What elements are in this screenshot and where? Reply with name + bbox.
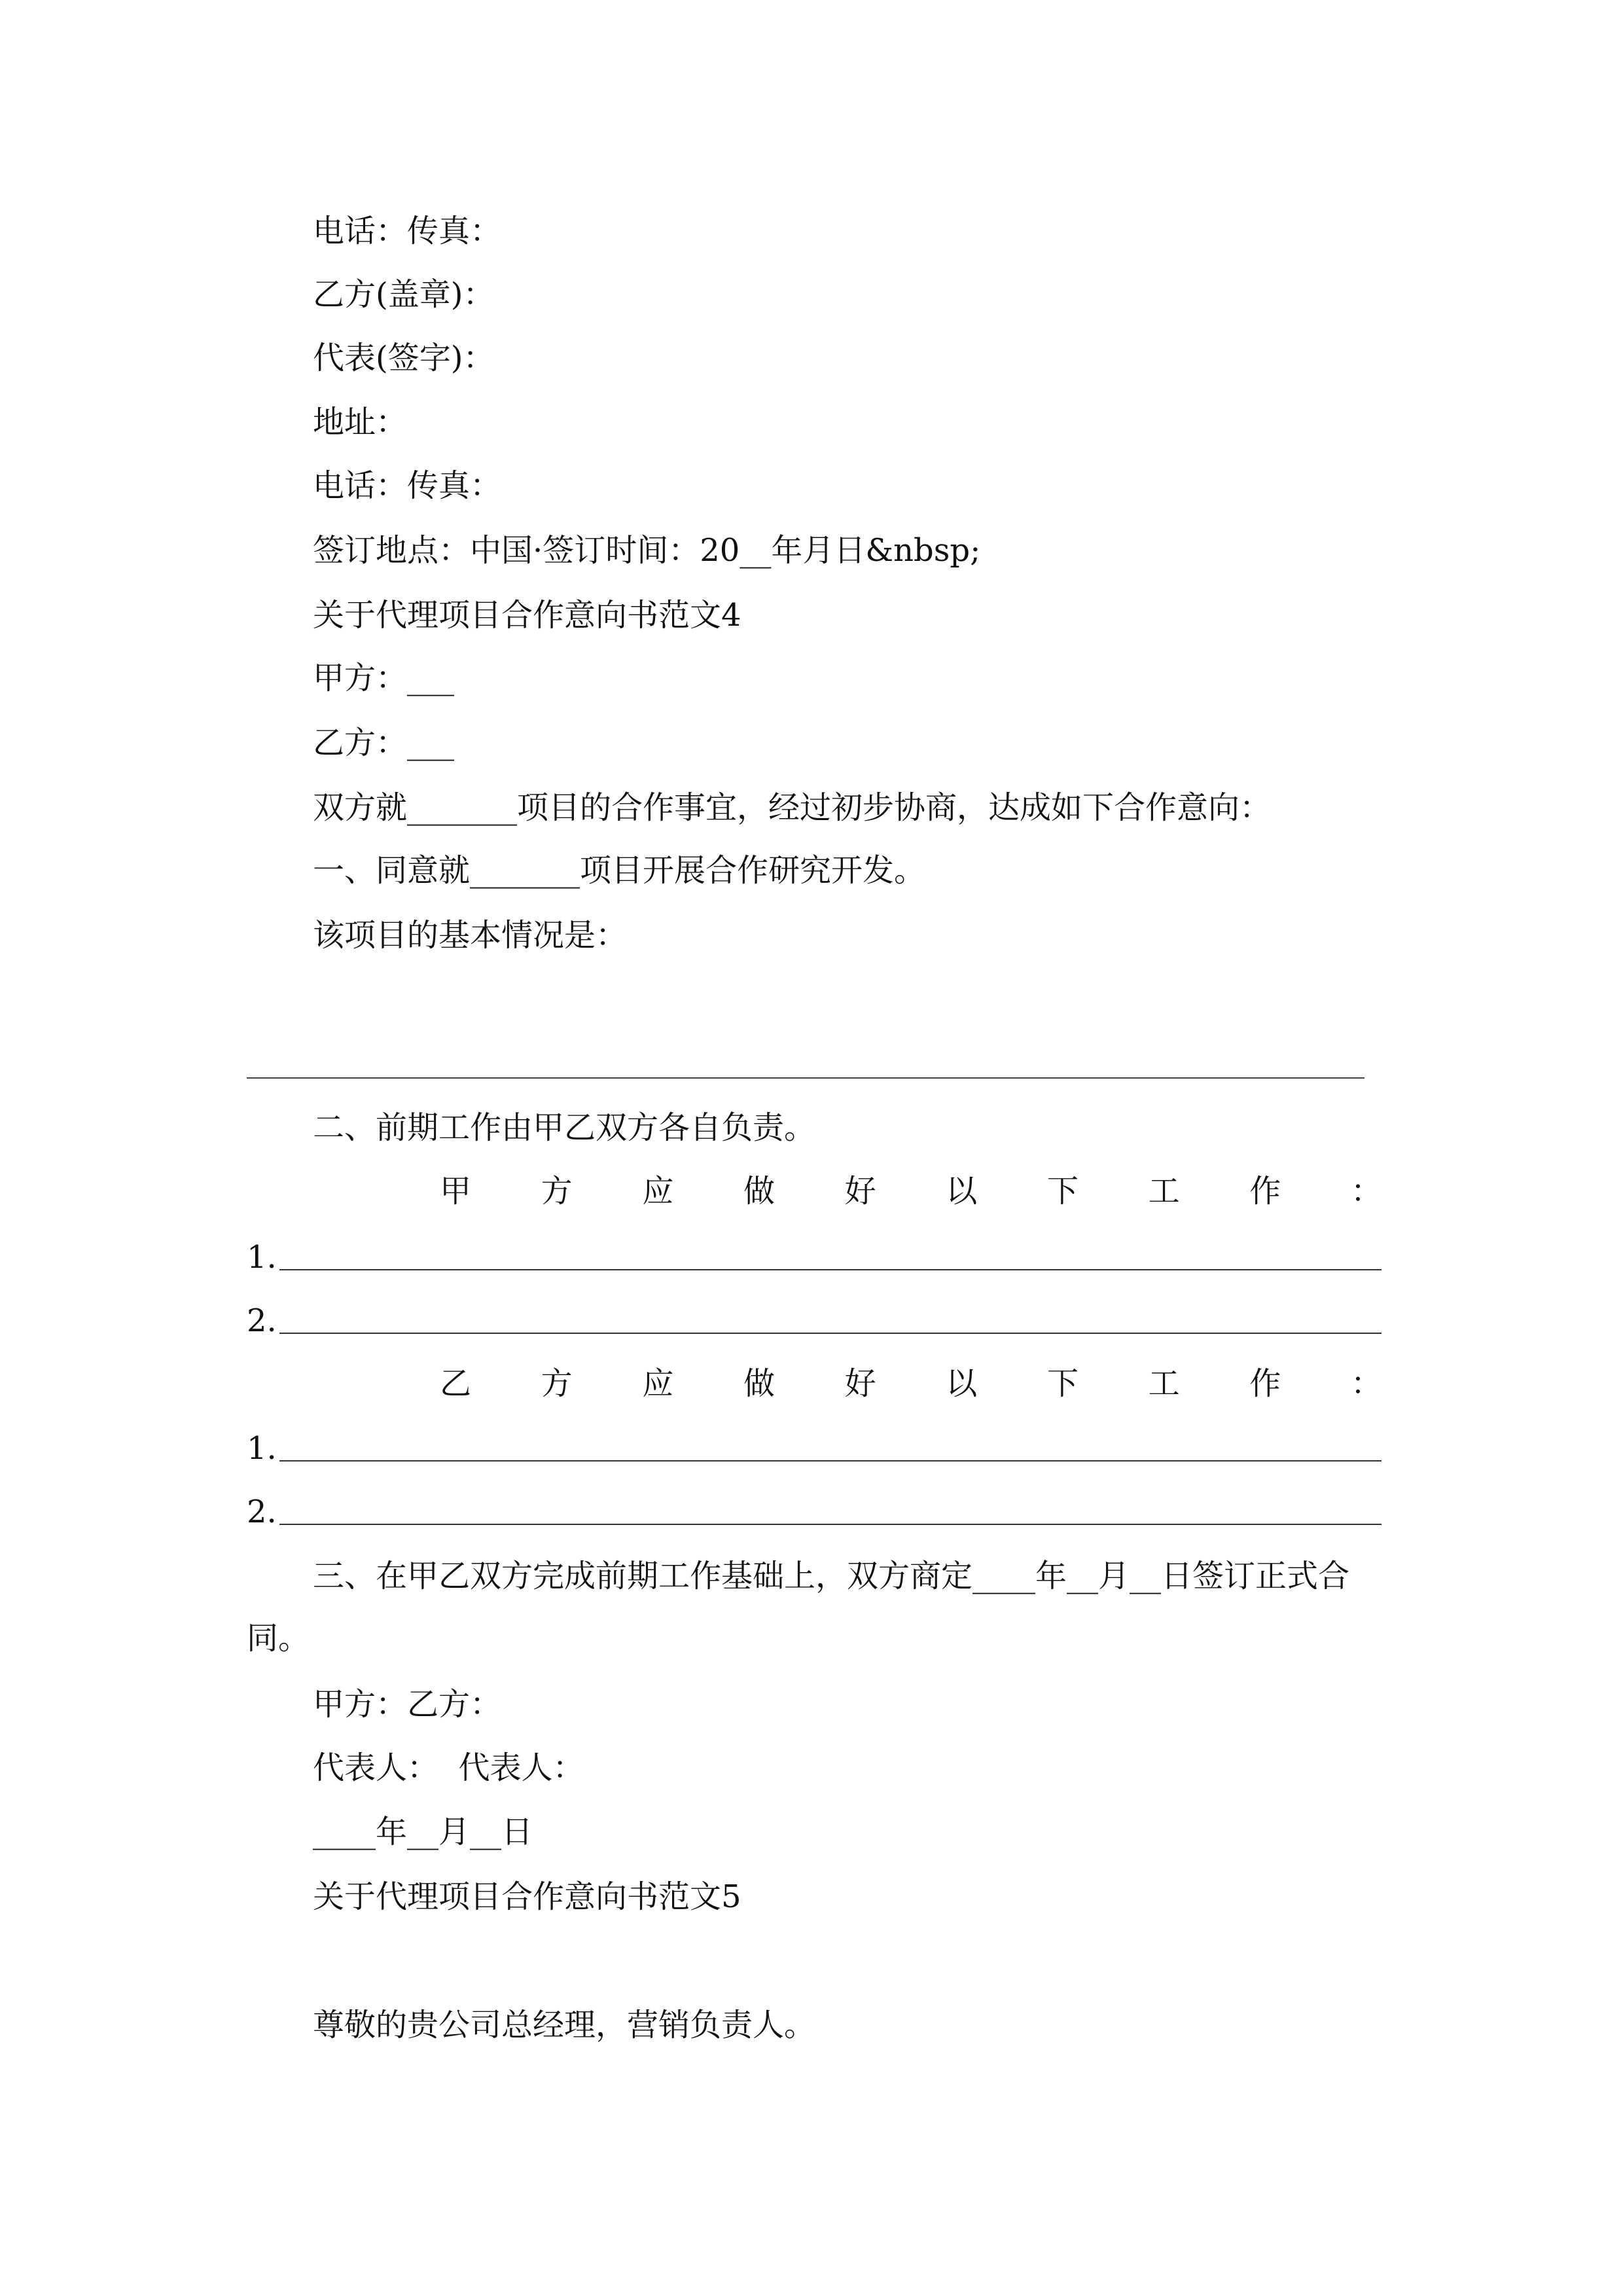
phone-fax-line: 电话：传真： <box>313 213 502 249</box>
item-number: 1. <box>247 1239 277 1276</box>
char: 好 <box>844 1173 876 1210</box>
phone-fax-line-2: 电话：传真： <box>313 467 502 504</box>
clause-1: 一、同意就_______项目开展合作研究开发。 <box>313 852 926 889</box>
representatives-signature: 代表人： 代表人： <box>313 1749 584 1786</box>
item-number: 1. <box>247 1430 277 1467</box>
project-basics-label: 该项目的基本情况是： <box>313 917 628 954</box>
party-b-duties-heading <box>440 1364 1382 1403</box>
clause-3-continued: 同。 <box>247 1620 310 1657</box>
char: 方 <box>541 1173 573 1210</box>
char: 工 <box>1148 1365 1180 1402</box>
char: 下 <box>1046 1173 1079 1210</box>
party-b-duty-2 <box>247 1492 1382 1532</box>
char: 作 <box>1249 1365 1281 1402</box>
char: 作 <box>1249 1173 1281 1210</box>
clause-2-heading: 二、前期工作由甲乙双方各自负责。 <box>313 1109 816 1146</box>
char: 做 <box>743 1365 775 1402</box>
char: 乙 <box>440 1365 472 1402</box>
char: 应 <box>642 1173 674 1210</box>
section-title-4: 关于代理项目合作意向书范文4 <box>313 597 741 634</box>
party-b-seal-line: 乙方(盖章)： <box>313 276 495 313</box>
char: 工 <box>1148 1173 1180 1210</box>
party-b-line: 乙方：___ <box>313 725 455 761</box>
char: ： <box>1350 1173 1382 1210</box>
party-a-line: 甲方：___ <box>313 660 455 696</box>
clause-3: 三、在甲乙双方完成前期工作基础上，双方商定____年__月__日签订正式合 <box>313 1558 1350 1594</box>
greeting: 尊敬的贵公司总经理，营销负责人。 <box>313 2007 816 2043</box>
representative-sign-line: 代表(签字)： <box>313 340 495 376</box>
party-a-duties-heading <box>440 1172 1382 1211</box>
party-b-duty-1 <box>247 1429 1382 1468</box>
char: 甲 <box>440 1173 472 1210</box>
char: ： <box>1350 1365 1382 1402</box>
signature-date: ____年__月__日 <box>313 1814 533 1850</box>
intent-intro: 双方就_______项目的合作事宜，经过初步协商，达成如下合作意向： <box>313 789 1272 826</box>
fill-in-rule <box>279 1429 1382 1462</box>
fill-in-rule <box>279 1492 1382 1525</box>
signing-place-time: 签订地点：中国·签订时间：20__年月日&nbsp; <box>313 532 981 569</box>
party-a-duty-1 <box>247 1238 1382 1277</box>
divider-rule <box>247 1077 1364 1079</box>
address-line: 地址： <box>313 404 408 440</box>
section-title-5: 关于代理项目合作意向书范文5 <box>313 1878 741 1915</box>
char: 下 <box>1046 1365 1079 1402</box>
char: 好 <box>844 1365 876 1402</box>
parties-signature: 甲方：乙方： <box>313 1686 502 1723</box>
fill-in-rule <box>279 1238 1382 1270</box>
item-number: 2. <box>247 1302 277 1339</box>
char: 以 <box>946 1173 978 1210</box>
fill-in-rule <box>279 1301 1382 1334</box>
char: 应 <box>642 1365 674 1402</box>
char: 方 <box>541 1365 573 1402</box>
item-number: 2. <box>247 1494 277 1530</box>
party-a-duty-2 <box>247 1301 1382 1340</box>
char: 做 <box>743 1173 775 1210</box>
char: 以 <box>946 1365 978 1402</box>
